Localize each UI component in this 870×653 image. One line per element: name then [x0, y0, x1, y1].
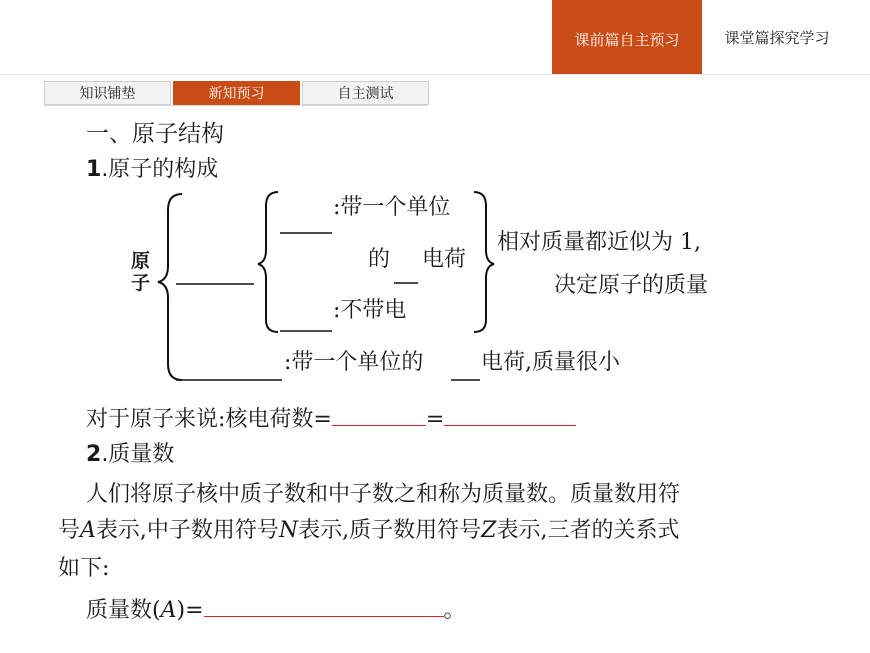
nucleus-note-line2: 决定原子的质量: [554, 273, 709, 298]
atom-label-char-2: 子: [131, 272, 151, 294]
nucleus-note-line1: 相对质量都近似为 1,: [497, 230, 701, 255]
nav-divider: [0, 74, 870, 75]
tab-preview-label: 课前篇自主预习: [574, 30, 680, 49]
symbol-A: A: [80, 518, 96, 543]
para2-a: 号: [58, 518, 81, 543]
formula-prefix: 质量数(: [86, 598, 161, 623]
subsection-2-title: [86, 440, 174, 470]
subtab-knowledge-label: 知识铺垫: [79, 86, 136, 102]
relation-prefix: 对于原子来说:核电荷数=: [86, 407, 332, 432]
para2-d: 表示,三者的关系式: [496, 518, 680, 543]
formula-symbol-A: A: [160, 598, 177, 623]
formula-mid: )=: [176, 598, 204, 623]
subsection-2-number: 2: [86, 442, 102, 467]
outer-left-brace: [158, 194, 182, 380]
symbol-N: N: [278, 518, 299, 543]
inner-right-brace: [474, 192, 494, 332]
subsection-1-number: 1: [86, 157, 102, 182]
subtab-divider: [44, 105, 428, 106]
subsection-1-title: [86, 155, 218, 185]
paragraph-line-3: 如下:: [58, 556, 110, 581]
subtab-self-test[interactable]: [302, 81, 429, 105]
subsection-2-text: .质量数: [101, 442, 175, 467]
paragraph-line-1: 人们将原子核中质子数和中子数之和称为质量数。质量数用符: [86, 482, 681, 507]
para2-b: 表示,中子数用符号: [95, 518, 279, 543]
formula-end: 。: [443, 598, 466, 623]
subtab-bar: [44, 81, 429, 105]
nuclear-charge-relation: [86, 403, 576, 435]
atom-label: [131, 250, 150, 294]
subsection-1-text: .原子的构成: [101, 157, 219, 182]
answer-blank-2: [444, 403, 576, 426]
section-heading: 一、原子结构: [86, 121, 224, 147]
para2-c: 表示,质子数用符号: [298, 518, 482, 543]
tab-preview[interactable]: [552, 0, 702, 74]
answer-blank-3: [204, 594, 444, 617]
atom-label-char-1: 原: [131, 250, 151, 272]
subtab-new-preview[interactable]: [173, 81, 300, 105]
symbol-Z: Z: [481, 518, 497, 543]
tab-explore[interactable]: [702, 0, 852, 74]
neutron-description: :不带电: [333, 298, 407, 323]
subtab-knowledge[interactable]: [44, 81, 171, 105]
proton-description: :带一个单位: [333, 195, 451, 220]
tab-explore-label: 课堂篇探究学习: [724, 28, 830, 47]
answer-blank-1: [332, 403, 426, 426]
inner-left-brace: [258, 192, 278, 332]
proton-charge-text-b: 电荷: [422, 247, 467, 272]
mass-number-formula: [86, 594, 466, 626]
proton-charge-text-a: 的: [368, 247, 391, 272]
relation-equals: =: [425, 407, 445, 432]
paragraph-line-2: [58, 516, 679, 546]
subtab-new-preview-label: 新知预习: [208, 86, 265, 102]
subtab-self-test-label: 自主测试: [337, 86, 394, 102]
electron-description-b: 电荷,质量很小: [481, 350, 620, 375]
electron-description-a: :带一个单位的: [284, 350, 424, 375]
